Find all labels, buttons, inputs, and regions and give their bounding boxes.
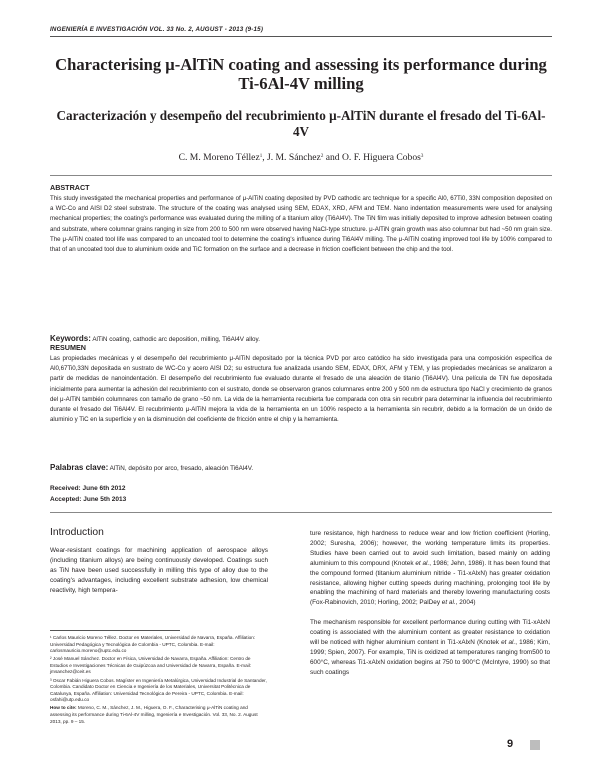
- palabras-clave-text: AlTiN, depósito por arco, fresado, aleación Ti6Al4V.: [109, 465, 254, 472]
- intro-paragraph-3: The mechanism responsible for excellent performance during cutting with Ti1-xAlxN coating is associated with the aluminium content as greater resistance to oxidation will be noticed with higher aluminium content in Ti1-xAlxN (Knotek et al., 1986; Kim, 1999; Spien, 2007). For example, TiN is oxidized at temperatures ranging from500 to 600°C, whereas Ti1-xAlxN oxidation begins at 750 to 900°C (McIntyre, 1990) so that such coatings: [310, 619, 551, 676]
- introduction-heading: Introduction: [50, 527, 104, 538]
- resumen-heading: RESUMEN: [50, 343, 86, 352]
- intro-paragraph-1: Wear-resistant coatings for machining application of aerospace alloys (including titanium alloys) are being continuously developed. Coatings such as TiN have been used successfully in milling this type of alloy due to the coating's advantages, including excellent substrate adhesion, low chemical reactivity, high tempera-: [50, 547, 268, 594]
- how-to-cite-label: How to cite:: [50, 705, 77, 711]
- abstract-text: This study investigated the mechanical properties and performance of μ-AlTiN coating deposited by PVD cathodic arc technique for a specific Al0, 67Ti0, 33N composition deposited on a WC-Co and AISI D2 steel substrate. The structure of the coating was analysed using SEM, EDAX, XRD, AFM and TEM. Nano indentation measurements were used for analysing mechanical properties; the coating's performance was evaluated during the milling of a titanium alloy (Ti6Al4V). The TiN film was initially deposited to improve adhesion between coating and substrate, where columnar grains ranging in size from 200 to 500 nm were observed having NaCl-type structure. μ-AlTiN grain growth was also columnar but had ~50 nm grain size. The μ-AlTiN coated tool life was compared to an uncoated tool to determine the coating's influence during Ti6Al4V milling. The μ-AlTiN coating improved tool life by 100% compared to that of an uncoated tool due to aluminium oxide and TiC formation on the surface and a decrease in friction coefficient between the chip and the tool.: [50, 195, 552, 254]
- palabras-clave-label: Palabras clave:: [50, 463, 109, 472]
- how-to-cite: [50, 705, 268, 725]
- intro-left-column: [50, 546, 268, 596]
- dates: [50, 484, 126, 505]
- title-spanish: Caracterización y desempeño del recubrimiento μ-AlTiN durante el fresado del Ti-6Al-4V: [56, 108, 546, 139]
- author-3-mark: 3: [420, 154, 424, 159]
- intro-paragraph-2: ture resistance, high hardness to reduce wear and low friction coefficient (Horling, 2002; Suresha, 2006); however, the working temperature limits its properties. Studies have been carried out to avoid such limitation, based mainly on adding aluminium to this compound (Knotek et al., 1986; Jehn, 1986). It has been found that the compound formed (titanium aluminium nitride - Ti1-xAlxN) has greater oxidation resistance, allowing higher cutting speeds during machining, prolonging tool life by enabling the machining of hard materials and thereby lowering manufacturing costs (Fox-Rabinovich, 2010; Horling, 2002; PalDey et al., 2004): [310, 530, 551, 607]
- header-rule: [50, 36, 552, 37]
- keywords-text: AlTiN coating, cathodic arc deposition, milling, Ti6Al4V alloy.: [92, 336, 260, 343]
- author-1: C. M. Moreno Téllez: [178, 152, 260, 163]
- title-english: Characterising μ-AlTiN coating and assessing its performance during Ti-6Al-4V milling: [55, 55, 547, 93]
- page-number: 9: [507, 738, 514, 750]
- intro-right-column: [310, 529, 550, 678]
- footnote-rule: [50, 630, 180, 631]
- footnote-2: ² José Manuel Sánchez. Doctor en Física, Universidad de Navarra, España. Affiliation: Centro de Estudios e Investigaciones Técnicas de Guipúzcoa and Universidad de Navarra, España. E-mail: jmsanchez@ceit.es: [50, 656, 252, 675]
- footnote-1: ¹ Carlos Mauricio Moreno Téllez. Doctor en Materiales, Universidad de Navarra, España. Affiliation: Universidad Pedagógica y Tecnológica de Colombia - UPTC, Colombia. E-mail: carlosmauricio.moreno@uptc.edu.co: [50, 635, 256, 654]
- abstract-top-rule: [50, 175, 552, 176]
- keywords: [50, 334, 260, 343]
- journal-header: INGENIERÍA E INVESTIGACIÓN VOL. 33 No. 2, AUGUST - 2013 (9-15): [50, 26, 264, 33]
- resumen-text: Las propiedades mecánicas y el desempeño del recubrimiento μ-AlTiN depositado por la técnica PVD por arco catódico ha sido investigada para una composición específica de Al0,67Ti0,33N depositada en sustrato de WC-Co y acero AISI D2; su estructura fue analizada usando SEM, EDAX, DRX, AFM y TEM, y las propiedades mecánicas se analizaron a partir de medidas de nanoindentación. El desempeño del recubrimiento fue evaluado durante el fresado de una aleación de titanio (Ti6Al4V). Una película de TiN fue depositada inicialmente para aumentar la adhesión del recubrimiento con el sustrato, donde se observaron granos columnares entre 200 y 500 nm de estructura tipo NaCl y crecimiento de granos del μ-AlTiN también columnares con tamaño de grano ~50 nm. La vida de la herramienta recubierta fue comparada con otra sin recubrir para determinar la influencia del recubrimiento durante el fresado del Ti6Al4V. El recubrimiento μ-AlTiN mejora la vida de la herramienta en un 100% respecto a la herramienta sin recubrir, debido a la formación de un óxido de aluminio y TiC en la superficie y en la disminución del coeficiente de fricción entre el chip y la herramienta.: [50, 355, 552, 424]
- footnote-3: ³ Oscar Fabián Higuera Cobos. Magíster en Ingeniería Metalúrgica, Universidad Industrial de Santander, Colombia. Candidato Doctor en Ciencia e Ingeniería de los Materiales, Universitat Politècnica de Catalunya, España. Affiliation: Universidad Tecnológica de Pereira - UPTC, Colombia. E-mail: osfahi@utp.edu.co: [50, 677, 267, 703]
- received-date: Received: June 6th 2012: [50, 485, 126, 492]
- author-2-mark: 2: [320, 154, 324, 159]
- authors: [50, 152, 552, 163]
- palabras-clave: [50, 463, 253, 472]
- author-2: , J. M. Sánchez: [262, 152, 321, 163]
- footnotes: [50, 635, 268, 727]
- accepted-date: Accepted: June 5th 2013: [50, 495, 127, 503]
- page-marker-square: [530, 740, 540, 750]
- author-3: and O. F. Higuera Cobos: [323, 152, 421, 163]
- author-1-mark: 1: [259, 154, 263, 159]
- dates-rule: [50, 512, 552, 513]
- how-to-cite-text: Moreno, C. M., Sánchez, J. M., Higuera, O. F., Characterising μ-AlTiN coating and assessing its performance during Ti-6Al-4V milling, Ingeniería e Investigación. Vol. 33, No. 2. August 2013, pp. 9 – 15.: [50, 705, 258, 724]
- keywords-label: Keywords:: [50, 334, 91, 343]
- abstract-heading: ABSTRACT: [50, 183, 90, 192]
